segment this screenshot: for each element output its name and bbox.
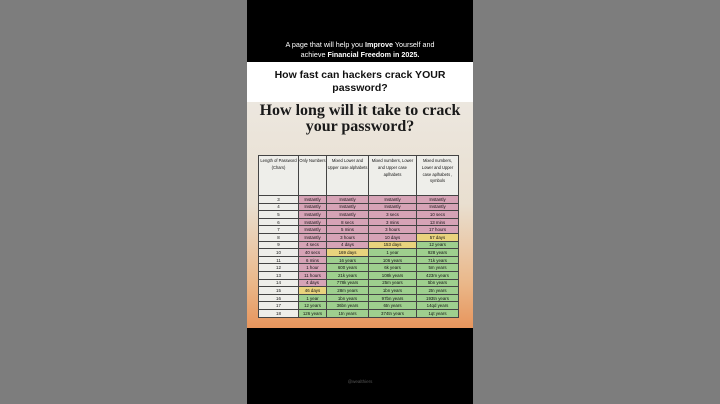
table-cell: 16 years [327,257,369,265]
caption-line2-pre: achieve [300,49,328,59]
table-cell: Instantly [369,196,417,204]
table-cell: 36bn years [327,302,369,310]
table-cell: 600 years [327,264,369,272]
table-cell: Instantly [299,234,327,242]
table-cell: Instantly [327,196,369,204]
table-cell: Instantly [299,219,327,227]
table-cell: 40 secs [299,249,327,257]
table-cell: 423m years [417,272,459,280]
table-cell: 153 days [369,242,417,250]
table-cell: 3 secs [369,211,417,219]
table-header-3: Mixed numbers, Lower and Upper case aplhabets [369,156,417,196]
table-header-2: Mixed Lower and Upper case alphabets [327,156,369,196]
table-cell: 1bn years [369,287,417,295]
table-cell: 169 days [327,249,369,257]
table-cell: 28m years [327,287,369,295]
table-cell: Instantly [327,211,369,219]
caption-line2-bold: Financial Freedom in 2025. [327,49,420,59]
table-row-length: 12 [259,264,299,272]
table-cell: 1qt years [417,310,459,318]
table-cell: 3 hours [369,226,417,234]
table-header-1: Only Numbers [299,156,327,196]
table-header-0: Length of Password (Chars) [259,156,299,196]
table-cell: 3 hours [327,234,369,242]
table-cell: 4 secs [299,242,327,250]
table-cell: 11 hours [299,272,327,280]
table-cell: Instantly [369,204,417,212]
caption-line1-bold: Improve [364,40,393,49]
caption-line1-post: Yourself and [392,40,435,49]
video-frame [247,0,473,404]
table-row-length: 18 [259,310,299,318]
table-cell: 1 year [369,249,417,257]
table-row-length: 10 [259,249,299,257]
table-cell: Instantly [299,196,327,204]
table-cell: 71k years [417,257,459,265]
table-cell: 106 years [369,257,417,265]
question-text: How fast can hackers crack YOUR password? [274,69,446,94]
poster-image [247,102,473,328]
table-cell: 10 days [369,234,417,242]
table-cell: 97bn years [369,295,417,303]
caption-line1-pre: A page that will help you [285,40,365,49]
caption [247,40,473,59]
table-cell: 1 year [299,295,327,303]
question-banner [247,62,473,102]
table-cell: 13 mins [417,219,459,227]
table-cell: 6 mins [299,257,327,265]
table-row-length: 8 [259,234,299,242]
table-cell: 10 secs [417,211,459,219]
table-cell: 25m years [369,280,417,288]
table-cell: 928 years [417,249,459,257]
table-cell: Instantly [299,211,327,219]
table-cell: 21k years [327,272,369,280]
crack-time-table [258,155,459,318]
table-header-4: Mixed numbers, Lower and Upper case aplhabets , symbols [417,156,459,196]
table-cell: 4 days [327,242,369,250]
table-cell: 108k years [369,272,417,280]
table-cell: 1bn years [327,295,369,303]
table-cell: 2tn years [417,287,459,295]
table-cell: 1 hour [299,264,327,272]
table-row-length: 16 [259,295,299,303]
table-cell: 46 days [299,287,327,295]
table-row-length: 17 [259,302,299,310]
table-cell: 1tn years [327,310,369,318]
table-cell: 4 days [299,280,327,288]
table-cell: Instantly [327,204,369,212]
table-row-length: 15 [259,287,299,295]
table-row-length: 5 [259,211,299,219]
table-cell: 12 years [417,242,459,250]
table-row-length: 3 [259,196,299,204]
table-cell: 14qd years [417,302,459,310]
table-cell: 6k years [369,264,417,272]
table-cell: 17 hours [417,226,459,234]
table-cell: 5bn years [417,280,459,288]
table-cell: 5 mins [327,226,369,234]
table-cell: 374tn years [369,310,417,318]
table-cell: 3 mins [369,219,417,227]
table-cell: Instantly [417,204,459,212]
table-cell: 12 years [299,302,327,310]
watermark: @wealthiers [347,379,373,384]
table-cell: Instantly [299,226,327,234]
table-row-length: 4 [259,204,299,212]
table-cell: 5m years [417,264,459,272]
table-cell: 193tn years [417,295,459,303]
table-cell: 778k years [327,280,369,288]
table-row-length: 9 [259,242,299,250]
table-row-length: 6 [259,219,299,227]
table-cell: 126 years [299,310,327,318]
table-row-length: 7 [259,226,299,234]
table-row-length: 13 [259,272,299,280]
table-row-length: 11 [259,257,299,265]
table-cell: 6tn years [369,302,417,310]
table-row-length: 14 [259,280,299,288]
table-cell: Instantly [417,196,459,204]
table-cell: Instantly [299,204,327,212]
table-cell: 8 secs [327,219,369,227]
table-cell: 57 days [417,234,459,242]
poster-title: How long will it take to crack your password? [259,102,461,135]
